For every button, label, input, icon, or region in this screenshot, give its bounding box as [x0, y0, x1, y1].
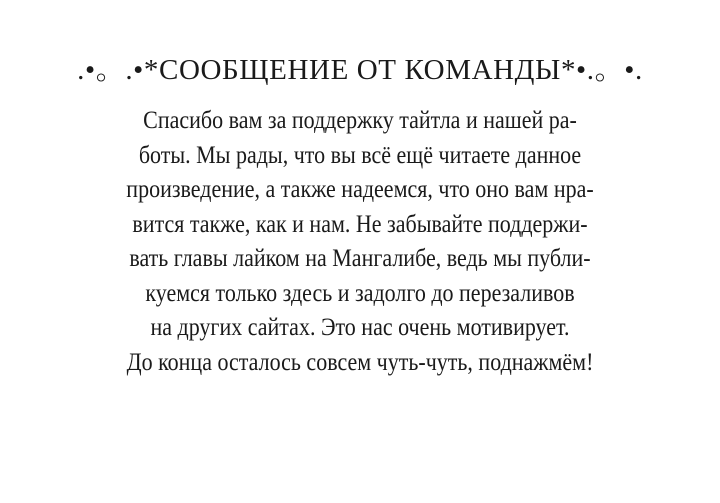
- message-line: произведение, а также надеемся, что оно вам нра-: [126, 176, 594, 203]
- message-title: .•。.•*СООБЩЕНИЕ ОТ КОМАНДЫ*•.。•.: [77, 54, 643, 86]
- message-line: на других сайтах. Это нас очень мотивирует.: [150, 314, 570, 341]
- message-body: [96, 104, 624, 380]
- message-line: Спасибо вам за поддержку тайтла и нашей ра-: [143, 107, 577, 134]
- message-line: До конца осталось совсем чуть-чуть, поднажмём!: [126, 348, 594, 376]
- message-line: вится также, как и нам. Не забывайте поддержи-: [132, 210, 588, 238]
- message-line: вать главы лайком на Мангалибе, ведь мы публи-: [129, 245, 591, 272]
- message-line: боты. Мы рады, что вы всё ещё читаете данное: [138, 141, 582, 169]
- message-line: куемся только здесь и задолго до перезаливов: [145, 279, 575, 307]
